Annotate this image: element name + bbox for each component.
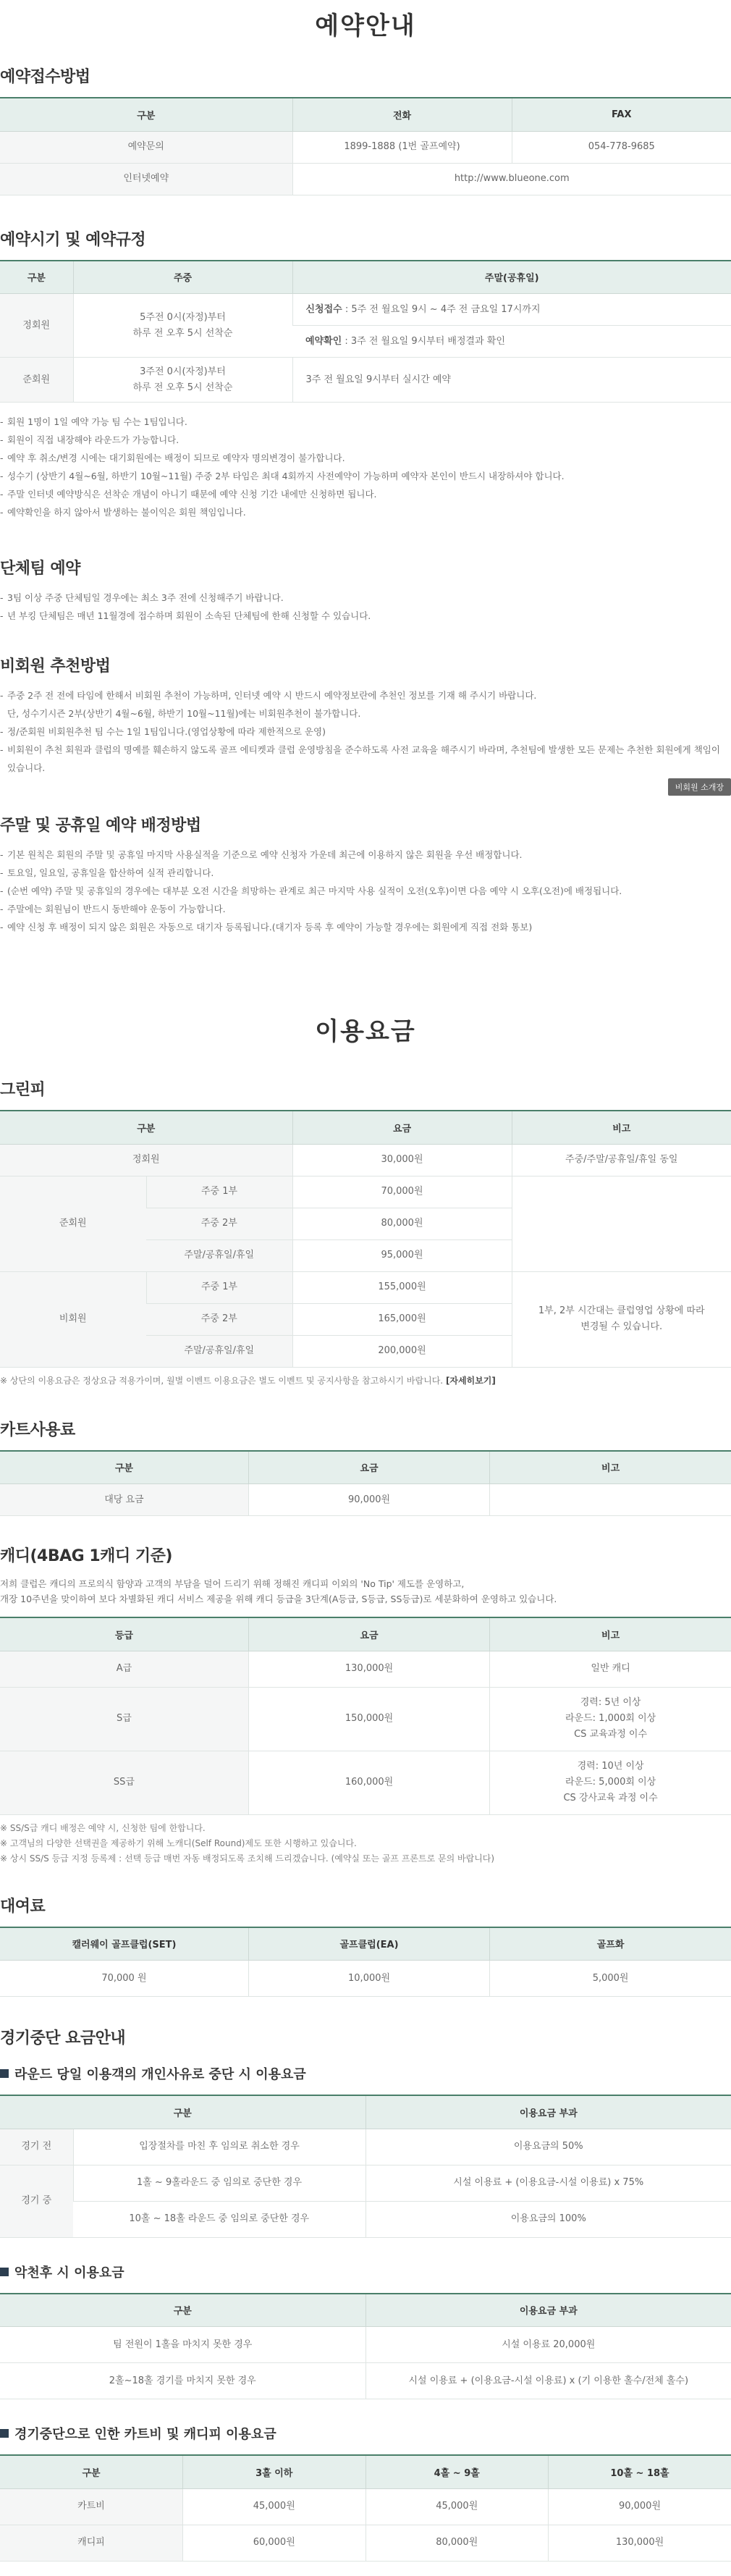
fee-value: 80,000원 <box>292 1208 512 1239</box>
column-header: 3홀 이하 <box>183 2455 366 2488</box>
column-header: 비고 <box>490 1617 731 1651</box>
fee-value: 60,000원 <box>183 2525 366 2561</box>
row-label: 인터넷예약 <box>0 163 292 195</box>
column-header: 등급 <box>0 1617 248 1651</box>
list-item: - 주중 2주 전 전에 타임에 한해서 비회원 추천이 가능하며, 인터넷 예약 시 반드시 예약정보란에 추천인 정보를 기재 해 주시기 바랍니다. <box>0 686 731 704</box>
fee-note: 주중/주말/공휴일/휴일 동일 <box>512 1144 731 1176</box>
list-item: - 예약 후 취소/변경 시에는 대기회원에는 배정이 되므로 예약자 명의변경이 불가합니다. <box>0 449 731 467</box>
fee-rule: 시설 이용료 20,000원 <box>366 2327 731 2363</box>
footnote-text: ※ 상단의 이용요금은 정상요금 적용가이며, 월별 이벤트 이용요금은 별도 이벤트 및 공지사항을 참고하시기 바랍니다. <box>0 1376 443 1386</box>
table-row <box>0 294 731 326</box>
subsection-title-weather <box>0 2263 731 2281</box>
table-row <box>0 1751 731 1814</box>
subsection-title-text: 경기중단으로 인한 카트비 및 캐디피 이용요금 <box>14 2427 276 2442</box>
fee-rule: 시설 이용료 + (이용요금-시설 이용료) x (기 이용한 홀수/전체 홀수) <box>366 2363 731 2399</box>
caddie-intro <box>0 1576 731 1607</box>
column-header: FAX <box>512 98 731 131</box>
cart-fee-table <box>0 1450 731 1517</box>
section-title-group: 단체팀 예약 <box>0 556 731 578</box>
fee-note-line: 라운드: 1,000회 이상 <box>496 1711 725 1727</box>
table-header-row <box>0 98 731 131</box>
fee-note-line: 경력: 5년 이상 <box>496 1695 725 1711</box>
column-header: 구분 <box>0 1111 292 1144</box>
section-title-caddie: 캐디(4BAG 1캐디 기준) <box>0 1544 731 1566</box>
table-row <box>0 131 731 163</box>
weekday-rule <box>73 294 292 358</box>
subsection-title-text: 악천후 시 이용요금 <box>14 2265 124 2281</box>
weekend-confirm-rule <box>292 326 731 358</box>
list-item: - 예약확인을 하지 않아서 발생하는 불이익은 회원 책임입니다. <box>0 503 731 521</box>
fee-value: 160,000원 <box>248 1751 489 1814</box>
fee-value: 165,000원 <box>292 1303 512 1335</box>
square-bullet-icon <box>0 2429 9 2438</box>
column-header: 10홀 ~ 18홀 <box>549 2455 731 2488</box>
fee-value: 45,000원 <box>366 2488 549 2525</box>
personal-stop-table <box>0 2095 731 2238</box>
nonmember-notes <box>0 686 731 777</box>
period-label: 주말/공휴일/휴일 <box>146 1239 292 1271</box>
column-header: 구분 <box>0 1451 248 1484</box>
table-row <box>0 1961 731 1997</box>
row-label: 정회원 <box>0 294 73 358</box>
row-label: 정회원 <box>0 1144 292 1176</box>
row-label: 비회원 <box>0 1271 146 1367</box>
table-row <box>0 2488 731 2525</box>
weather-stop-table <box>0 2293 731 2400</box>
rule-text: : 3주 전 월요일 9시부터 배정결과 확인 <box>342 336 505 347</box>
column-header: 비고 <box>512 1111 731 1144</box>
grade-label: SS급 <box>0 1751 248 1814</box>
rental-fee-table <box>0 1927 731 1998</box>
list-item: - 기본 원칙은 회원의 주말 및 공휴일 마지막 사용실적을 기준으로 예약 신청자 가운데 최근에 이용하지 않은 회원을 우선 배정합니다. <box>0 846 731 864</box>
column-header: 요금 <box>248 1451 489 1484</box>
subsection-title-text: 라운드 당일 이용객의 개인사유로 중단 시 이용요금 <box>14 2067 306 2082</box>
column-header: 요금 <box>248 1617 489 1651</box>
section-title-rental: 대여료 <box>0 1894 731 1916</box>
table-row <box>0 2129 731 2165</box>
fee-value: 130,000원 <box>248 1651 489 1687</box>
fee-rule: 시설 이용료 + (이용요금-시설 이용료) x 75% <box>366 2165 731 2201</box>
weekend-notes <box>0 846 731 936</box>
table-row <box>0 1176 731 1208</box>
column-header: 주말(공휴일) <box>292 261 731 294</box>
table-header-row <box>0 2455 731 2488</box>
table-row <box>0 1144 731 1176</box>
list-item: - 비회원이 추천 회원과 클럽의 명예를 훼손하지 않도록 골프 에티켓과 클럽 운영방침을 준수하도록 사전 교육을 해주시기 바라며, 추천팀에 발생한 모든 문제는 추천한 회원에게 책임이 있습니다. <box>0 741 731 777</box>
fax-number: 054-778-9685 <box>512 131 731 163</box>
fee-value: 90,000원 <box>248 1484 489 1516</box>
square-bullet-icon <box>0 2069 9 2078</box>
fee-value: 30,000원 <box>292 1144 512 1176</box>
section-title-reservation-timing: 예약시기 및 예약규정 <box>0 227 731 250</box>
list-item: - 회원 1명이 1일 예약 가능 팀 수는 1팀입니다. <box>0 413 731 431</box>
table-row <box>0 1271 731 1303</box>
table-header-row <box>0 1111 731 1144</box>
case-desc: 입장절차를 마친 후 임의로 취소한 경우 <box>73 2129 366 2165</box>
list-item: - 성수기 (상반기 4월~6월, 하반기 10월~11월) 주중 2부 타임은 최대 4회까지 사전예약이 가능하며 예약자 본인이 반드시 내장하셔야 합니다. <box>0 467 731 485</box>
fee-note <box>512 1176 731 1271</box>
rule-key: 신청접수 <box>306 304 342 315</box>
period-label: 주말/공휴일/휴일 <box>146 1335 292 1367</box>
row-label: 경기 중 <box>0 2165 73 2237</box>
column-header: 구분 <box>0 2294 366 2327</box>
column-header: 요금 <box>292 1111 512 1144</box>
period-label: 주중 1부 <box>146 1176 292 1208</box>
subsection-title-cart-caddie <box>0 2424 731 2443</box>
fee-rule: 이용요금의 50% <box>366 2129 731 2165</box>
fee-note-line: 라운드: 5,000회 이상 <box>496 1775 725 1790</box>
table-header-row <box>0 2294 731 2327</box>
caddie-footnotes <box>0 1821 731 1866</box>
table-header-row <box>0 261 731 294</box>
footnote-text: ※ 고객님의 다양한 선택권을 제공하기 위해 노캐디(Self Round)제도 또한 시행하고 있습니다. <box>0 1838 357 1848</box>
fee-note: 일반 캐디 <box>490 1651 731 1687</box>
list-item: - 주말에는 회원님이 반드시 동반해야 운동이 가능합니다. <box>0 900 731 918</box>
section-title-reservation-method: 예약접수방법 <box>0 64 731 87</box>
list-item: - 년 부킹 단체팀은 매년 11월경에 접수하며 회원이 소속된 단체팀에 한해 신청할 수 있습니다. <box>0 607 731 625</box>
list-item: - 토요일, 일요일, 공휴일을 합산하여 실적 관리합니다. <box>0 864 731 882</box>
table-row <box>0 1687 731 1751</box>
row-label: 캐디피 <box>0 2525 183 2561</box>
row-label: 대당 요금 <box>0 1484 248 1516</box>
cart-caddie-stop-table <box>0 2454 731 2562</box>
fee-value: 155,000원 <box>292 1271 512 1303</box>
weekday-rule <box>73 358 292 403</box>
weekend-apply-rule <box>292 294 731 326</box>
table-header-row <box>0 1927 731 1961</box>
row-label: 카트비 <box>0 2488 183 2525</box>
square-bullet-icon <box>0 2268 9 2276</box>
list-item: - 3팀 이상 주중 단체팀일 경우에는 최소 3주 전에 신청해주기 바랍니다. <box>0 589 731 607</box>
column-header: 4홀 ~ 9홀 <box>366 2455 549 2488</box>
table-row <box>0 2165 731 2201</box>
list-item: - 정/준회원 비회원추천 팀 수는 1일 1팀입니다.(영업상황에 따라 제한적으로 운영) <box>0 723 731 741</box>
fee-value: 80,000원 <box>366 2525 549 2561</box>
fee-note <box>490 1484 731 1516</box>
fee-note-line: 1부, 2부 시간대는 클럽영업 상황에 따라 <box>518 1303 726 1319</box>
nonmember-intro-button[interactable]: 비회원 소개장 <box>668 778 731 796</box>
period-label: 주중 2부 <box>146 1303 292 1335</box>
page-title-reservation: 예약안내 <box>0 0 731 51</box>
fee-value: 10,000원 <box>248 1961 489 1997</box>
section-title-stop-fee: 경기중단 요금안내 <box>0 2026 731 2048</box>
fee-value: 5,000원 <box>490 1961 731 1997</box>
table-row <box>0 358 731 403</box>
section-title-cart: 카트사용료 <box>0 1418 731 1440</box>
row-label: 준회원 <box>0 1176 146 1271</box>
table-row <box>0 1484 731 1516</box>
footnote-text: ※ SS/S급 캐디 배정은 예약 시, 신청한 팀에 한합니다. <box>0 1823 206 1833</box>
table-header-row <box>0 1451 731 1484</box>
table-row <box>0 2525 731 2561</box>
column-header: 비고 <box>490 1451 731 1484</box>
column-header: 골프클럽(EA) <box>248 1927 489 1961</box>
table-header-row <box>0 2095 731 2129</box>
fee-rule: 이용요금의 100% <box>366 2201 731 2237</box>
reservation-method-table <box>0 97 731 195</box>
fee-note <box>490 1751 731 1814</box>
list-item: - (순번 예약) 주말 및 공휴일의 경우에는 대부분 오전 시간을 희망하는 관계로 최근 마지막 사용 실적이 오전(오후)이면 다음 예약 시 오후(오전)에 배정됩니다. <box>0 882 731 900</box>
group-notes <box>0 589 731 625</box>
caddie-fee-table <box>0 1617 731 1815</box>
fee-value: 70,000 원 <box>0 1961 248 1997</box>
intro-line: 저희 클럽은 캐디의 프로의식 함양과 고객의 부담을 덜어 드리기 위해 정해진 캐디피 이외의 'No Tip' 제도를 운영하고, <box>0 1578 464 1589</box>
weekday-rule-line: 5주전 0시(자정)부터 <box>80 310 287 326</box>
rule-key: 예약확인 <box>305 336 342 347</box>
weekday-rule-line: 하루 전 오후 5시 선착순 <box>80 326 287 342</box>
fee-note-line: CS 교육과정 이수 <box>496 1727 725 1743</box>
fee-note-line: CS 강사교육 과정 이수 <box>496 1790 725 1806</box>
column-header: 주중 <box>73 261 292 294</box>
table-row <box>0 163 731 195</box>
fee-value: 130,000원 <box>549 2525 731 2561</box>
website-link[interactable]: http://www.blueone.com <box>292 163 731 195</box>
fee-value: 70,000원 <box>292 1176 512 1208</box>
column-header: 전화 <box>292 98 512 131</box>
list-item: - 주말 인터넷 예약방식은 선착순 개념이 아니기 때문에 예약 신청 기간 내에만 신청하면 됩니다. <box>0 485 731 503</box>
grade-label: A급 <box>0 1651 248 1687</box>
list-item: 단, 성수기시즌 2부(상반기 4월~6월, 하반기 10월~11월)에는 비회원추천이 불가합니다. <box>0 704 731 723</box>
column-header: 구분 <box>0 2095 366 2129</box>
table-row <box>0 2327 731 2363</box>
column-header: 캘러웨이 골프클럽(SET) <box>0 1927 248 1961</box>
column-header: 구분 <box>0 98 292 131</box>
fee-note-line: 경력: 10년 이상 <box>496 1759 725 1775</box>
case-desc: 팀 전원이 1홀을 마치지 못한 경우 <box>0 2327 366 2363</box>
table-row <box>0 1651 731 1687</box>
case-desc: 2홀~18홀 경기를 마치지 못한 경우 <box>0 2363 366 2399</box>
weekday-rule-line: 3주전 0시(자정)부터 <box>80 364 287 380</box>
section-title-weekend: 주말 및 공휴일 예약 배정방법 <box>0 813 731 835</box>
reservation-notes <box>0 413 731 521</box>
phone-number[interactable]: 1899-1888 (1번 골프예약) <box>292 131 512 163</box>
rule-text: : 5주 전 월요일 9시 ~ 4주 전 금요일 17시까지 <box>342 304 541 315</box>
button-wrap <box>0 778 731 796</box>
fee-value: 95,000원 <box>292 1239 512 1271</box>
weekend-rule: 3주 전 월요일 9시부터 실시간 예약 <box>292 358 731 403</box>
fee-value: 45,000원 <box>183 2488 366 2525</box>
fee-note <box>490 1687 731 1751</box>
more-link[interactable]: [자세히보기] <box>446 1376 496 1386</box>
row-label: 경기 전 <box>0 2129 73 2165</box>
row-label: 준회원 <box>0 358 73 403</box>
column-header: 구분 <box>0 261 73 294</box>
weekday-rule-line: 하루 전 오후 5시 선착순 <box>80 380 287 396</box>
reservation-timing-table <box>0 260 731 403</box>
case-desc: 10홀 ~ 18홀 라운드 중 임의로 중단한 경우 <box>73 2201 366 2237</box>
column-header: 이용요금 부과 <box>366 2095 731 2129</box>
column-header: 구분 <box>0 2455 183 2488</box>
fee-note-line: 변경될 수 있습니다. <box>518 1319 726 1335</box>
period-label: 주중 2부 <box>146 1208 292 1239</box>
subsection-title-personal <box>0 2064 731 2083</box>
row-label: 예약문의 <box>0 131 292 163</box>
green-fee-table <box>0 1110 731 1368</box>
list-item: - 회원이 직접 내장해야 라운드가 가능합니다. <box>0 431 731 449</box>
fee-value: 150,000원 <box>248 1687 489 1751</box>
grade-label: S급 <box>0 1687 248 1751</box>
table-row <box>0 2363 731 2399</box>
footnote-text: ※ 상시 SS/S 등급 지정 등록제 : 선택 등급 매번 자동 배정되도록 조치해 드리겠습니다. (예약실 또는 골프 프론트로 문의 바랍니다) <box>0 1853 494 1864</box>
table-header-row <box>0 1617 731 1651</box>
column-header: 골프화 <box>490 1927 731 1961</box>
page-title-fees: 이용요금 <box>0 998 731 1064</box>
fee-value: 200,000원 <box>292 1335 512 1367</box>
green-fee-footnote <box>0 1373 731 1389</box>
list-item: - 예약 신청 후 배정이 되지 않은 회원은 자동으로 대기자 등록됩니다.(대기자 등록 후 예약이 가능할 경우에는 회원에게 직접 전화 통보) <box>0 918 731 936</box>
table-row <box>0 2201 731 2237</box>
fee-value: 90,000원 <box>549 2488 731 2525</box>
column-header: 이용요금 부과 <box>366 2294 731 2327</box>
case-desc: 1홀 ~ 9홀라운드 중 임의로 중단한 경우 <box>73 2165 366 2201</box>
section-title-green-fee: 그린피 <box>0 1077 731 1100</box>
intro-line: 개장 10주년을 맞이하여 보다 차별화된 캐디 서비스 제공을 위해 캐디 등급을 3단계(A등급, S등급, SS등급)로 세분화하여 운영하고 있습니다. <box>0 1594 557 1604</box>
period-label: 주중 1부 <box>146 1271 292 1303</box>
fee-note <box>512 1271 731 1367</box>
section-title-nonmember: 비회원 추천방법 <box>0 654 731 676</box>
